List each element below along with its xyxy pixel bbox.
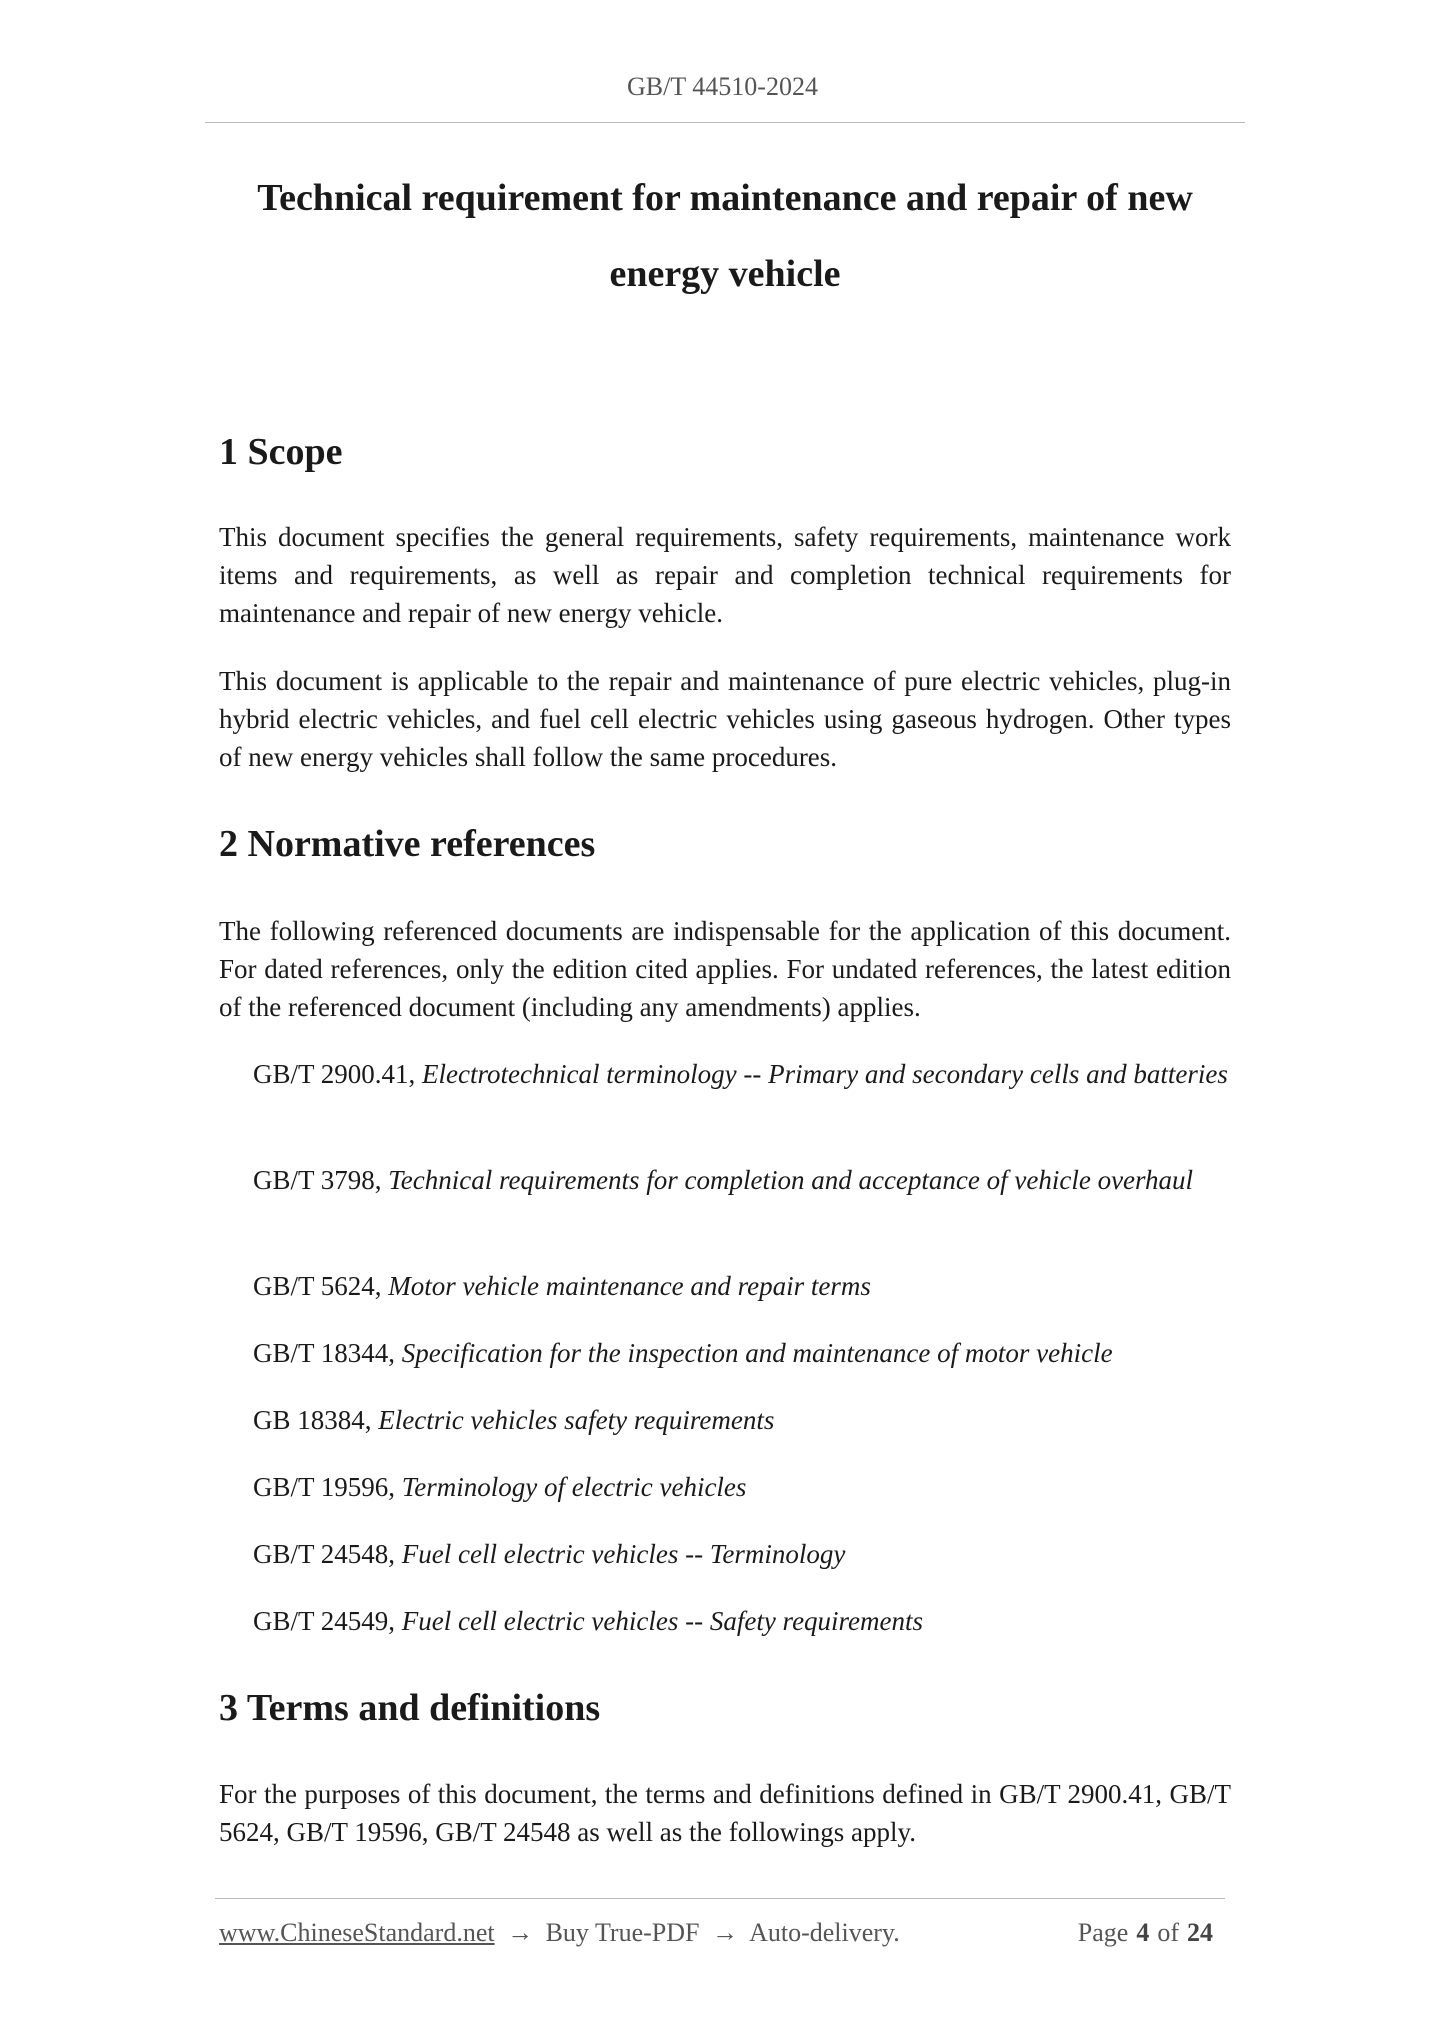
normative-references-paragraph: The following referenced documents are indispensable for the application of this document. For dated references, only the edition cited applies. For undated references, the latest edition of the referenced document (including any amendments) applies. (219, 916, 1231, 1022)
section-heading-scope: 1 Scope (219, 431, 343, 473)
total-pages: 24 (1187, 1918, 1213, 1947)
reference-code: GB/T 3798, (253, 1165, 389, 1195)
site-link[interactable]: www.ChineseStandard.net (219, 1918, 495, 1947)
reference-item (253, 1055, 1231, 1093)
reference-item (253, 1161, 1231, 1199)
header-rule (205, 122, 1245, 123)
running-header: GB/T 44510-2024 (627, 72, 818, 101)
reference-item (253, 1401, 1231, 1439)
page-number (1078, 1918, 1221, 1948)
reference-title: Fuel cell electric vehicles -- Safety requirements (401, 1606, 924, 1636)
section-heading-terms-and-definitions: 3 Terms and definitions (219, 1687, 601, 1729)
reference-item (253, 1468, 1231, 1506)
footer-links (219, 1918, 900, 1948)
reference-item (253, 1334, 1231, 1372)
reference-title: Terminology of electric vehicles (401, 1472, 747, 1502)
reference-code: GB/T 18344, (253, 1338, 402, 1368)
reference-item (253, 1267, 1231, 1305)
reference-code: GB/T 19596, (253, 1472, 402, 1502)
buy-true-pdf-text: Buy True-PDF (545, 1918, 700, 1947)
reference-title: Technical requirements for completion and acceptance of vehicle overhaul (388, 1165, 1194, 1195)
section-heading-normative-references: 2 Normative references (219, 823, 596, 865)
terms-paragraph: For the purposes of this document, the terms and definitions defined in GB/T 2900.41, GB/T 5624, GB/T 19596, GB/T 24548 as well as the followings apply. (219, 1779, 1231, 1847)
reference-title: Specification for the inspection and maintenance of motor vehicle (401, 1338, 1113, 1368)
reference-title: Electrotechnical terminology -- Primary and secondary cells and batteries (422, 1059, 1228, 1089)
title-line-1: Technical requirement for maintenance and repair of new (257, 177, 1193, 219)
reference-code: GB 18384, (253, 1405, 379, 1435)
arrow-right-icon: → (712, 1918, 738, 1947)
scope-paragraph-1: This document specifies the general requirements, safety requirements, maintenance work items and requirements, as well as repair and completion technical requirements for maintenance and repair of new energy vehicle. (219, 522, 1231, 628)
scope-paragraph-2: This document is applicable to the repair and maintenance of pure electric vehicles, plug-in hybrid electric vehicles, and fuel cell electric vehicles using gaseous hydrogen. Other types of new energy vehicles shall follow the same procedures. (219, 666, 1231, 772)
reference-code: GB/T 5624, (253, 1271, 389, 1301)
reference-item (253, 1535, 1231, 1573)
of-label: of (1157, 1918, 1179, 1947)
reference-title: Electric vehicles safety requirements (378, 1405, 775, 1435)
reference-code: GB/T 24549, (253, 1606, 402, 1636)
reference-title: Motor vehicle maintenance and repair terms (388, 1271, 871, 1301)
reference-code: GB/T 2900.41, (253, 1059, 423, 1089)
reference-title: Fuel cell electric vehicles -- Terminology (401, 1539, 846, 1569)
document-title (205, 160, 1245, 312)
footer-rule (215, 1898, 1225, 1899)
reference-item (253, 1602, 1231, 1640)
reference-code: GB/T 24548, (253, 1539, 402, 1569)
auto-delivery-text: Auto-delivery. (749, 1918, 900, 1947)
arrow-right-icon: → (507, 1918, 534, 1947)
current-page: 4 (1136, 1918, 1150, 1947)
page-label: Page (1077, 1918, 1129, 1947)
title-line-2: energy vehicle (609, 253, 841, 295)
